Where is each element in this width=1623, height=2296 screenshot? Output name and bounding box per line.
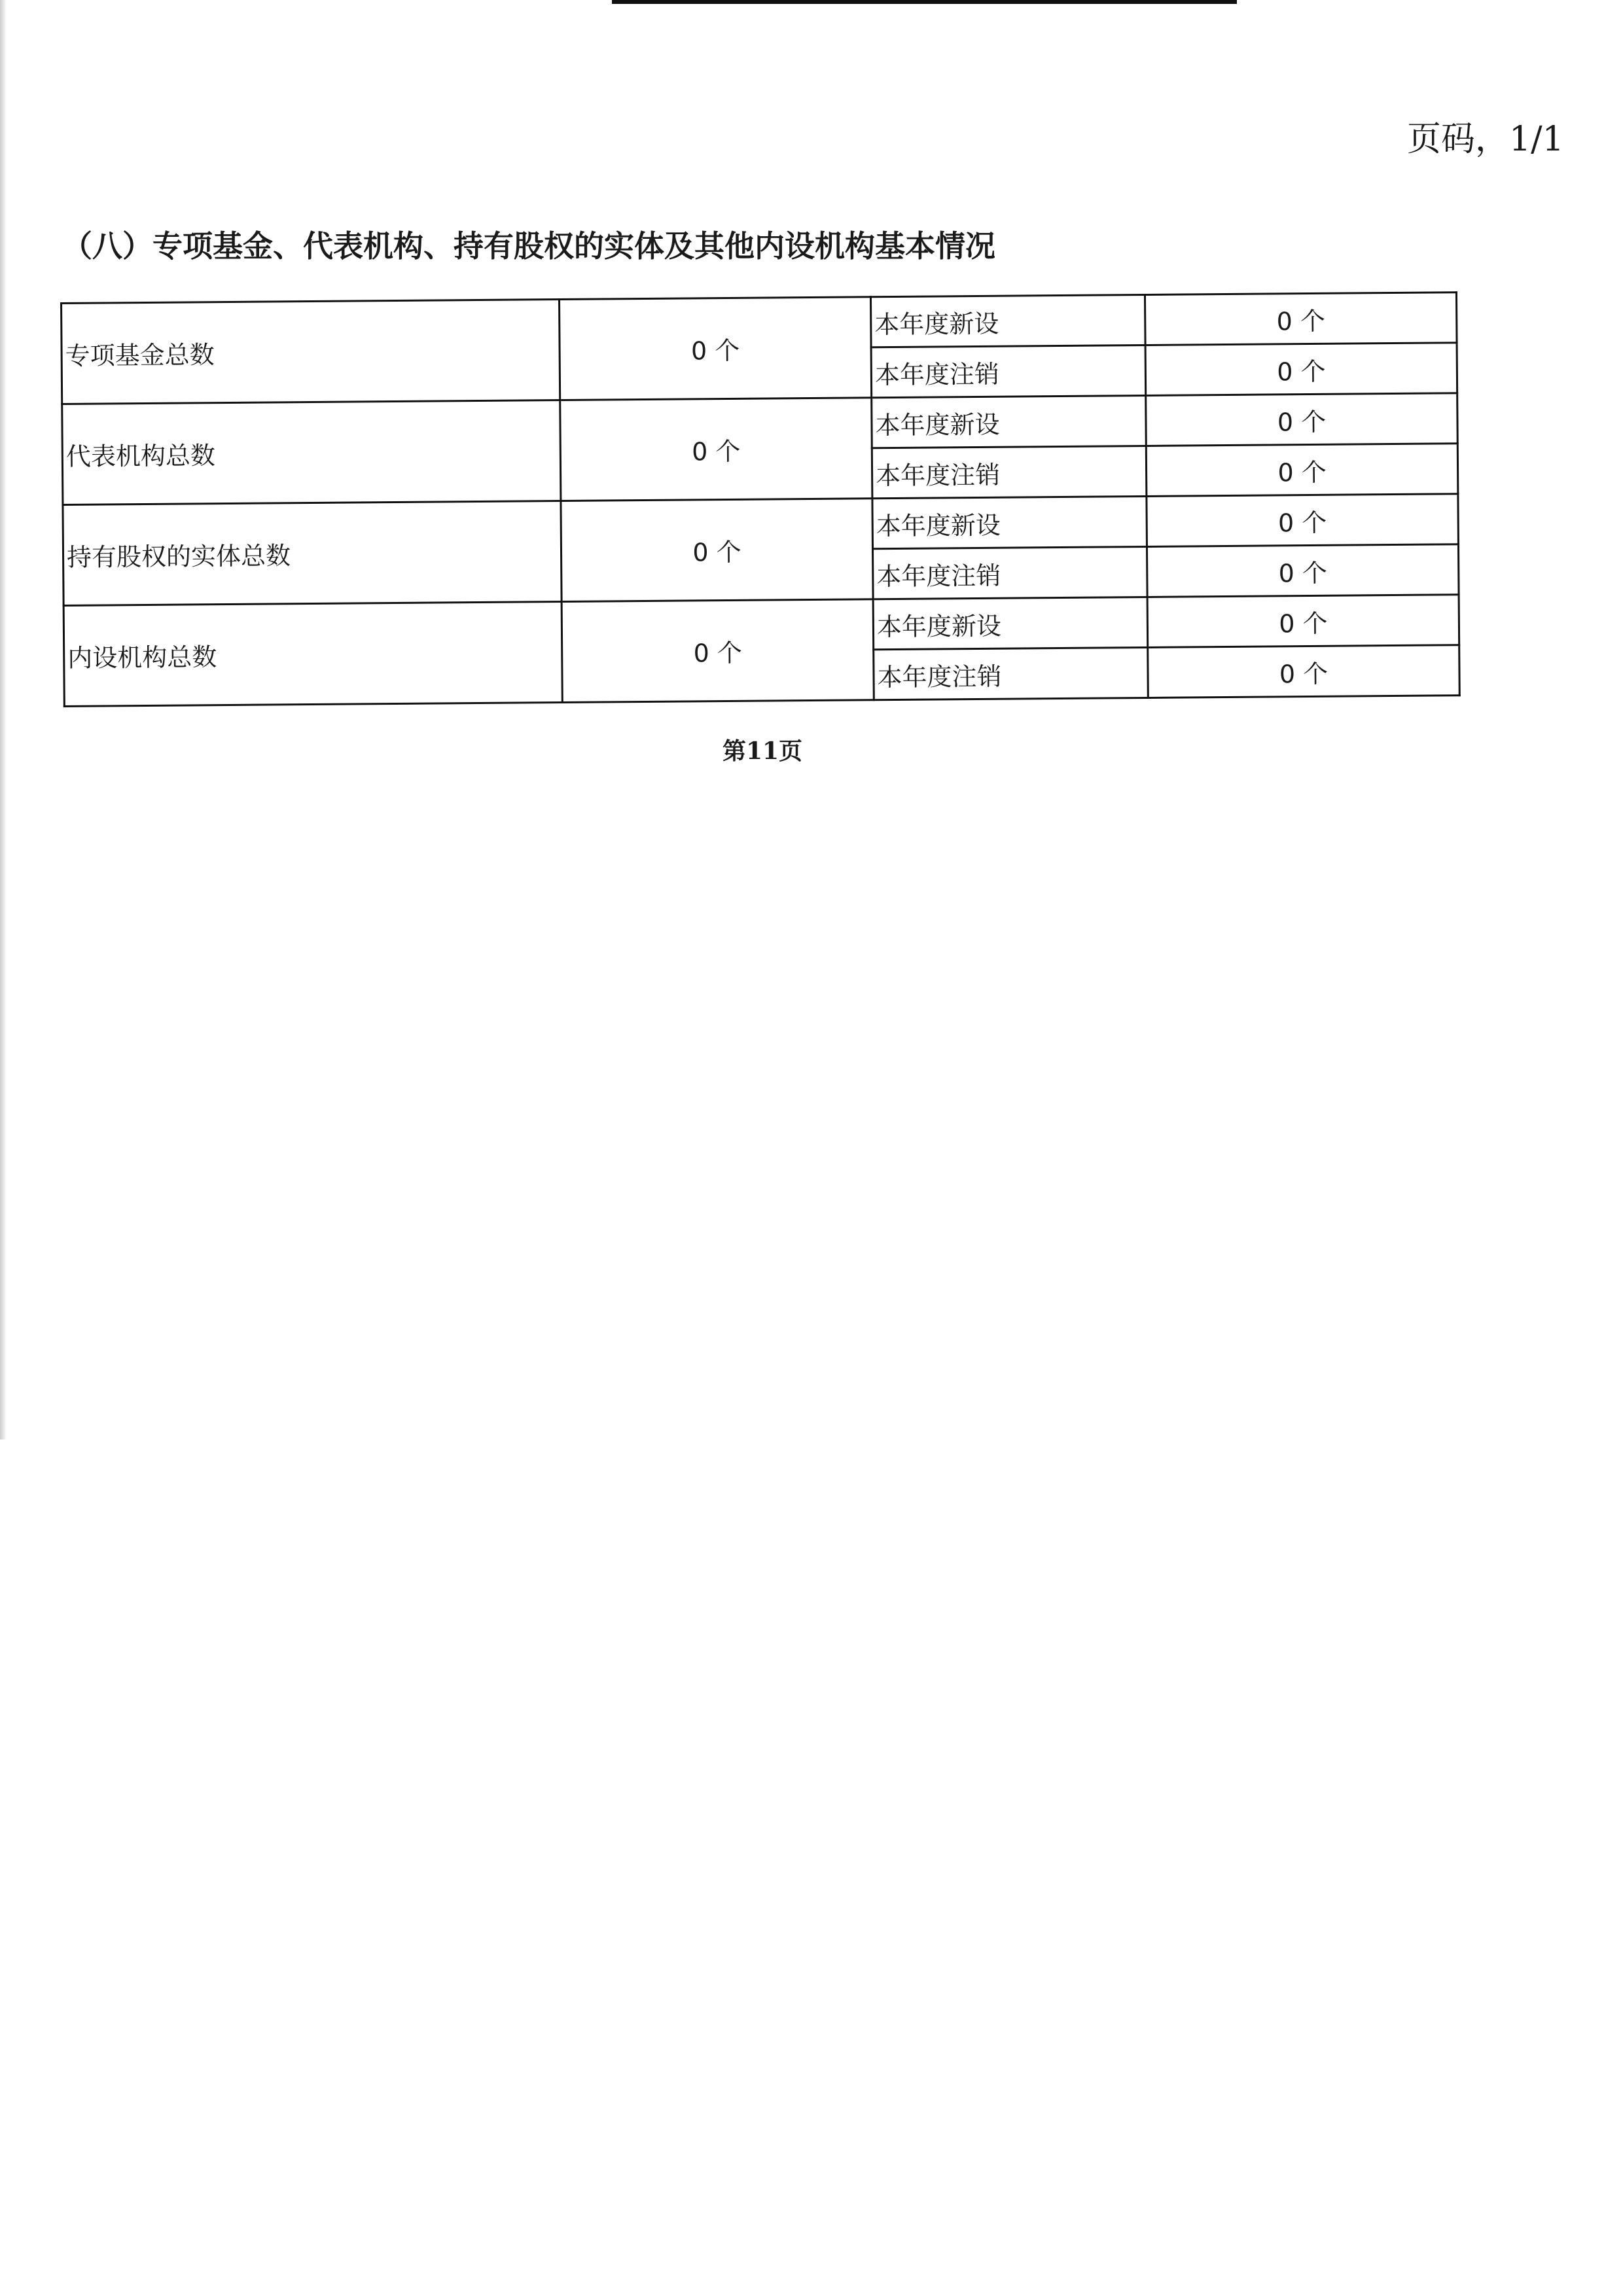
- row-total: 0 个: [559, 297, 871, 400]
- page-code: 页码，1/1: [1407, 120, 1564, 159]
- new-value: 0 个: [1145, 292, 1457, 345]
- new-label: 本年度新设: [873, 597, 1148, 649]
- cancel-value: 0 个: [1148, 645, 1460, 698]
- cancel-label: 本年度注销: [874, 647, 1149, 699]
- cancel-value: 0 个: [1145, 343, 1457, 396]
- new-label: 本年度新设: [870, 294, 1145, 347]
- row-name: 专项基金总数: [62, 300, 560, 404]
- page-number: 第11页: [722, 737, 803, 765]
- cancel-value: 0 个: [1146, 444, 1458, 497]
- new-value: 0 个: [1147, 595, 1459, 648]
- new-value: 0 个: [1146, 393, 1458, 446]
- row-name: 内设机构总数: [63, 601, 562, 706]
- row-name: 持有股权的实体总数: [63, 501, 562, 606]
- scan-edge-mark: [612, 0, 1237, 4]
- new-label: 本年度新设: [872, 496, 1147, 548]
- institutions-table: [60, 291, 1461, 707]
- row-total: 0 个: [561, 499, 873, 602]
- row-name: 代表机构总数: [62, 400, 561, 505]
- cancel-label: 本年度注销: [872, 546, 1147, 599]
- new-label: 本年度新设: [872, 395, 1147, 448]
- row-total: 0 个: [562, 599, 874, 703]
- section-title: （八）专项基金、代表机构、持有股权的实体及其他内设机构基本情况: [62, 228, 995, 264]
- row-total: 0 个: [560, 398, 872, 501]
- cancel-label: 本年度注销: [872, 446, 1147, 498]
- new-value: 0 个: [1147, 494, 1459, 547]
- cancel-value: 0 个: [1147, 544, 1459, 597]
- cancel-label: 本年度注销: [871, 345, 1146, 397]
- scan-shadow: [0, 0, 7, 1439]
